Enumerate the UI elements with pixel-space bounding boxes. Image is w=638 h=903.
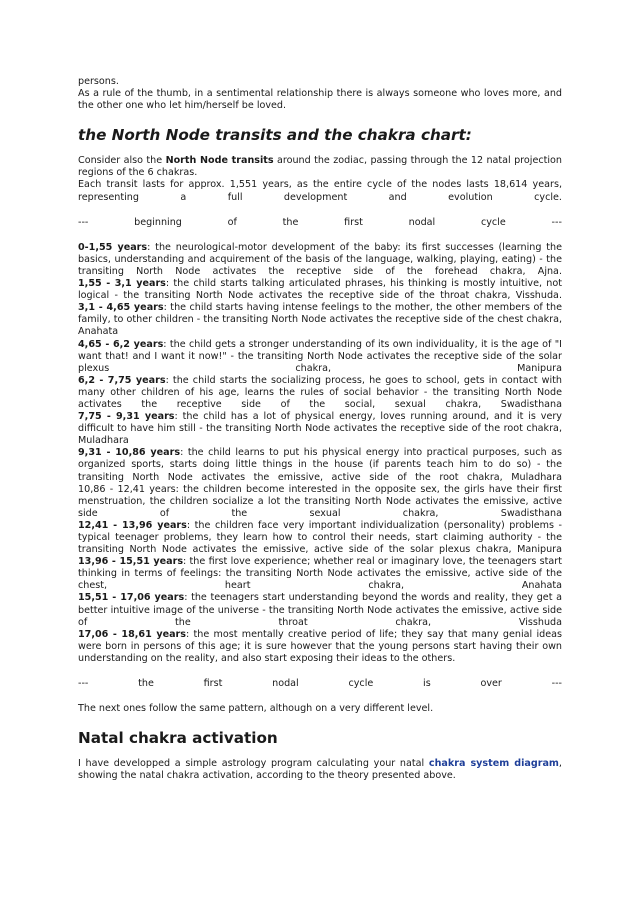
chakra-diagram-link[interactable]: chakra system diagram (428, 758, 559, 770)
period-item (78, 375, 562, 411)
period-item (78, 556, 562, 592)
period-text: : the child starts the socializing process, he goes to school, gets in contact with many other children of his age, learns the rules of social behavior - the transiting North Node activates the receptive side of the social, sexual chakra, Swadisthana (78, 374, 563, 410)
divider-word: the (282, 216, 299, 228)
period-text: : the teenagers start understanding beyond the words and reality, they get a better intuitive image of the universe - the transiting North Node activates the emissive, active side of the throat chakra, Visshuda (78, 592, 563, 628)
divider-cycle-start (78, 217, 562, 229)
period-text: : the child starts talking articulated phrases, his thinking is mostly intuitive, not logical - the transiting North Node activates the receptive side of the throat chakra, Visshuda. (78, 278, 563, 302)
period-years: 12,41 - 13,96 years (78, 519, 187, 531)
natal-chakra-paragraph (78, 758, 562, 782)
intro-post-1: around the zodiac, passing through the 12 natal projection regions of the 6 chakras. (78, 155, 563, 179)
period-item (78, 411, 562, 447)
period-years: 17,06 - 18,61 years (78, 628, 186, 640)
section-heading-north-node: the North Node transits and the chakra chart: (78, 126, 472, 145)
period-text: : the children face very important individualization (personality) problems - typical teenager problems, they learn how to control their needs, start claiming authority - the transiting North Node activates the emissive, active side of the solar plexus chakra, Manipura (78, 519, 563, 556)
period-years: 9,31 - 10,86 years (78, 447, 181, 459)
divider-word: --- (78, 678, 89, 690)
period-item (78, 629, 562, 665)
period-years: 7,75 - 9,31 years (78, 411, 175, 423)
divider-word: --- (551, 678, 562, 690)
divider-word: of (227, 216, 237, 228)
period-text: : the child has a lot of physical energy, loves running around, and it is very difficult to have him still - the transiting North Node activates the receptive side of the root chakra, Muladhara (78, 411, 562, 447)
closing-line: The next ones follow the same pattern, although on a very different level. (78, 703, 434, 715)
divider-word: --- (551, 216, 562, 228)
north-node-intro-paragraph (78, 155, 562, 179)
north-node-cycle-paragraph: Each transit lasts for approx. 1,551 years, as the entire cycle of the nodes lasts 18,614 years, representing a full development and evolution cycle. (78, 179, 562, 203)
divider-word: nodal (408, 216, 436, 228)
period-item (78, 484, 562, 520)
natal-post: , showing the natal chakra activation, according to the theory presented above. (78, 758, 562, 782)
period-item (78, 278, 562, 302)
period-years: 0-1,55 years (78, 241, 148, 253)
period-item (78, 520, 562, 556)
divider-word: nodal (272, 678, 299, 690)
divider-word: beginning (134, 216, 182, 228)
natal-pre: I have developped a simple astrology program calculating your natal (78, 758, 429, 770)
period-text: : the child starts having intense feelings to the mother, the other members of the family, to other children - the transiting North Node activates the receptive side of the chest chakra, Anahata (78, 302, 562, 338)
period-text: : the child learns to put his physical energy into practical purposes, such as organized sports, starts doing little things in the house (if parents teach him to do so) - the transiting North Node activates the emissive, active side of the root chakra, Muladhara (78, 447, 562, 483)
period-text: : the first love experience; whether real or imaginary love, the teenagers start thinking in terms of feelings: the transiting North Node activates the emissive, active side of the chest, heart chakra, Anahata (78, 556, 563, 592)
divider-word: is (423, 678, 431, 690)
divider-word: the (138, 678, 154, 690)
intro-pre: Consider also the (78, 155, 166, 167)
period-item (78, 592, 562, 628)
divider-word: first (203, 678, 223, 690)
period-text: : the most mentally creative period of life; they say that many genial ideas were born in persons of this age; it is sure however that the young persons start having their own understanding on the reality, and also start exposing their ideas to the others. (78, 628, 562, 664)
period-item (78, 339, 562, 375)
intro-line-2: As a rule of the thumb, in a sentimental relationship there is always someone who loves more, and the other one who let him/herself be loved. (78, 88, 562, 112)
divider-cycle-end (78, 678, 562, 690)
divider-word: cycle (348, 678, 374, 690)
period-years: 13,96 - 15,51 years (78, 556, 184, 568)
period-years: 4,65 - 6,2 years (78, 338, 164, 350)
period-years: 3,1 - 4,65 years (78, 302, 164, 314)
divider-word: cycle (480, 216, 506, 228)
period-text: 10,86 - 12,41 years: the children become interested in the opposite sex, the girls have their first menstruation, the children socialize a lot the transiting North Node activates the emissive, active side of the sexual chakra, Swadisthana (78, 483, 562, 519)
period-years: 6,2 - 7,75 years (78, 374, 166, 386)
intro-line-1: persons. (78, 76, 119, 87)
period-text: : the child gets a stronger understanding of its own individuality, it is the age of "I want that! and I want it now!" - the transiting North Node activates the receptive side of the solar plexus chakra, Manipura (78, 338, 562, 374)
document-page (78, 76, 562, 782)
section-heading-natal-chakra: Natal chakra activation (78, 729, 278, 748)
period-years: 1,55 - 3,1 years (78, 278, 166, 290)
divider-word: over (480, 678, 502, 690)
periods-list (78, 242, 562, 665)
period-text: : the neurological-motor development of the baby: its first successes (learning the basics, understanding and acquirement of the basis of the language, walking, playing, eating) - the transiting North Node activates the receptive side of the forehead chakra, Ajna. (78, 241, 563, 277)
period-years: 15,51 - 17,06 years (78, 592, 185, 604)
period-item (78, 302, 562, 338)
intro-bold-term: North Node transits (165, 155, 274, 167)
divider-word: --- (78, 216, 89, 228)
period-item (78, 242, 562, 278)
divider-word: first (344, 216, 363, 228)
period-item (78, 447, 562, 483)
